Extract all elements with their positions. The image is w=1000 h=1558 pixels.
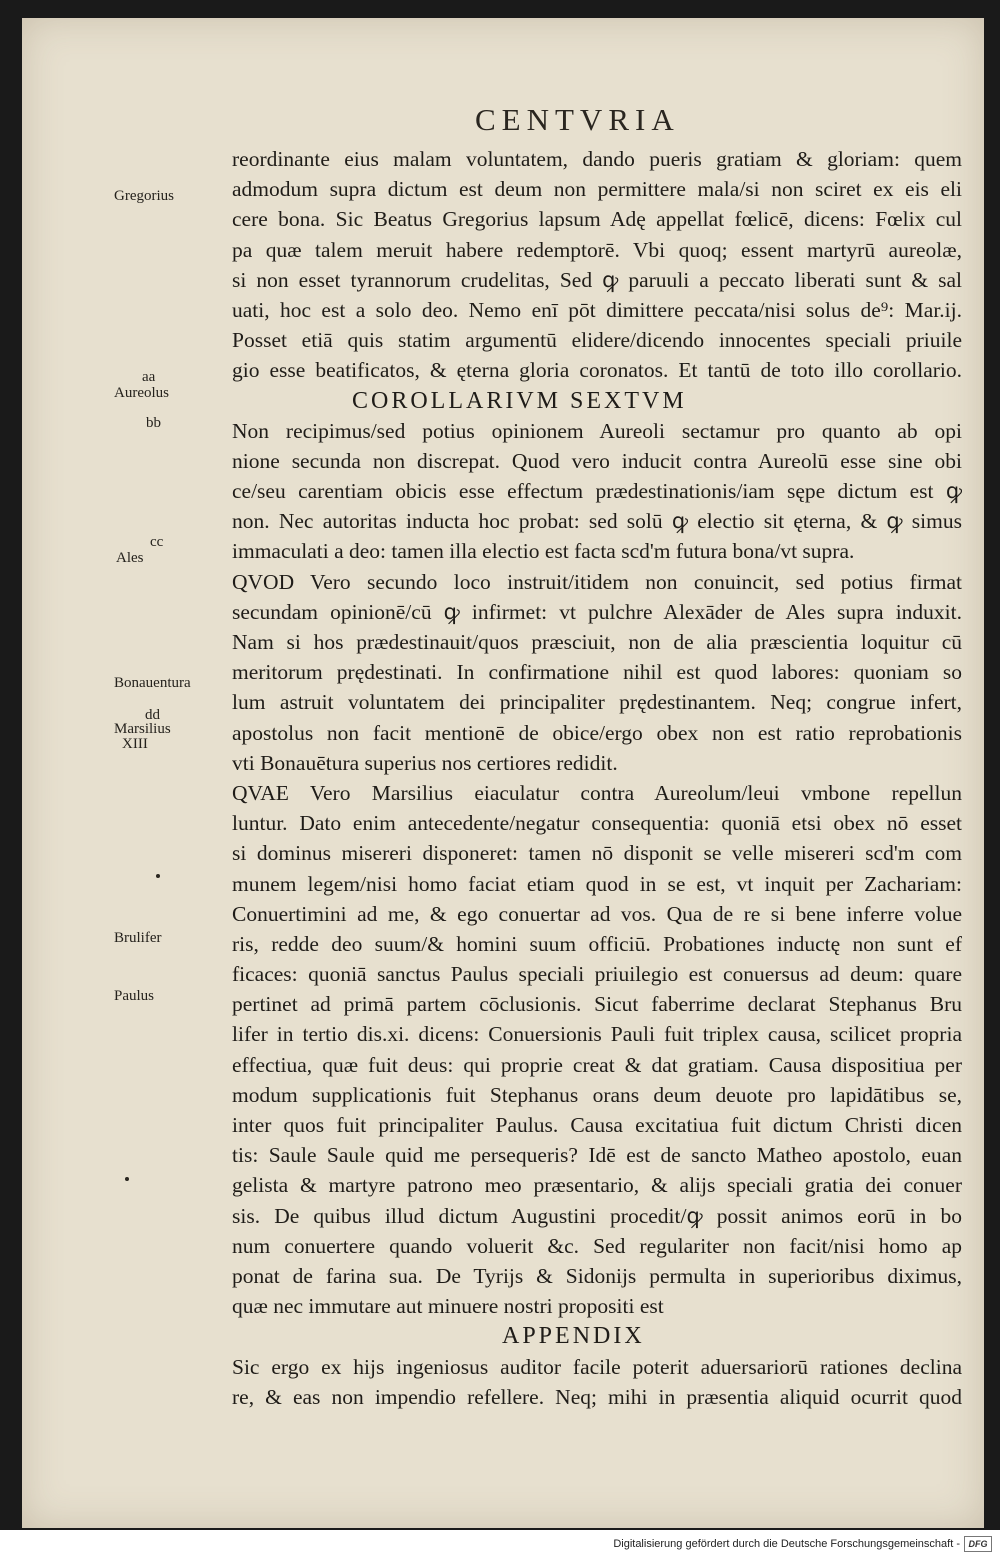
text-line: Conuertimini ad me, & ego conuertar ad vos. Qua de re si bene inferre volue <box>232 901 962 926</box>
text-line: ce/seu carentiam obicis esse effectum prædestinationis/iam sępe dictum est ꝙ <box>232 479 962 504</box>
text-line: ris, redde deo suum/& homini suum officiū. Probationes inductę non sunt ef <box>232 931 962 956</box>
margin-note-gregorius: Gregorius <box>114 188 174 204</box>
margin-note-bonauentura: Bonauentura <box>114 675 191 691</box>
text-line: meritorum prędestinati. In confirmatione nihil est quod labores: quoniam so <box>232 660 962 685</box>
text-line: uati, hoc est a solo deo. Nemo enī pōt dimittere peccata/nisi solus de⁹: Mar.ij. <box>232 297 962 322</box>
text-line: QVAE Vero Marsilius eiaculatur contra Aureolum/leui vmbone repellun <box>232 780 962 805</box>
text-line: nione secunda non discrepat. Quod vero inducit contra Aureolū esse sine obi <box>232 448 962 473</box>
text-line: effectiua, quæ fuit deus: qui proprie creat & dat gratiam. Causa dispositiua per <box>232 1052 962 1077</box>
text-line: gelista & martyre patrono meo præsentario, & alijs speciali gratia dei conuer <box>232 1173 962 1198</box>
margin-dot <box>156 874 160 878</box>
text-line: Non recipimus/sed potius opinionem Aureoli sectamur pro quanto ab opi <box>232 418 962 443</box>
margin-note-brulifer: Brulifer <box>114 930 162 946</box>
text-line: immaculati a deo: tamen illa electio est facta scd'm futura bona/vt supra. <box>232 539 855 564</box>
footer-bar <box>0 1530 1000 1558</box>
margin-note-dd: dd <box>145 707 160 723</box>
text-line: tis: Saule Saule quid me persequeris? Idē est de sancto Matheo apostolo, euan <box>232 1143 962 1168</box>
margin-note-paulus: Paulus <box>114 988 155 1004</box>
text-line: QVOD Vero secundo loco instruit/itidem non conuincit, sed potius firmat <box>232 569 962 594</box>
margin-note-ales: Ales <box>116 550 144 566</box>
margin-note-cc: cc <box>150 534 164 550</box>
margin-note-marsilius: Marsilius <box>114 721 171 737</box>
text-line: pertinet ad primā partem cōclusionis. Sicut faberrime declarat Stephanus Bru <box>232 992 962 1017</box>
running-head: CENTVRIA <box>475 102 680 137</box>
text-line: quæ nec immutare aut minuere nostri propositi est <box>232 1294 664 1319</box>
text-line: cere bona. Sic Beatus Gregorius lapsum Adę appellat fœlicē, dicens: Fœlix cul <box>232 207 962 232</box>
text-line: non. Nec autoritas inducta hoc probat: sed solū ꝙ electio sit ęterna, & ꝙ simus <box>232 509 962 534</box>
text-line: Sic ergo ex hijs ingeniosus auditor facile poterit aduersariorū rationes declina <box>232 1354 962 1379</box>
text-line: ficaces: quoniā sanctus Paulus speciali priuilegio est conuersus ad deum: quare <box>232 962 962 987</box>
margin-dot <box>125 1177 129 1181</box>
text-line: lum astruit voluntatem dei principaliter prędestinantem. Neq; congrue infert, <box>232 690 962 715</box>
section-heading-corollarium: COROLLARIVM SEXTVM <box>352 387 687 414</box>
text-line: apostolus non facit mentionē de obice/ergo obex non est ratio reprobationis <box>232 720 962 745</box>
margin-note-bb: bb <box>146 415 161 431</box>
margin-note-xiii: XIII <box>122 736 148 752</box>
text-line: munem legem/nisi homo faciat etiam quod in se est, vt inquit per Zachariam: <box>232 871 962 896</box>
text-line: luntur. Dato enim antecedente/negatur consequentia: quoniā etsi obex nō esset <box>232 811 962 836</box>
text-line: vti Bonauētura superius nos certiores redidit. <box>232 750 618 775</box>
footer-credit: Digitalisierung gefördert durch die Deutsche Forschungsgemeinschaft - <box>613 1538 960 1550</box>
text-line: Nam si hos prædestinauit/quos præsciuit, non de alia præscientia loquitur cū <box>232 630 962 654</box>
text-line: sis. De quibus illud dictum Augustini procedit/ꝙ possit animos eorū in bo <box>232 1203 962 1228</box>
text-line: reordinante eius malam voluntatem, dando pueris gratiam & gloriam: quem <box>232 147 962 171</box>
text-line: lifer in tertio dis.xi. dicens: Conuersionis Pauli fuit triplex causa, scilicet propria <box>232 1022 962 1047</box>
text-line: ponat de farina sua. De Tyrijs & Sidonijs permulta in superioribus diximus, <box>232 1263 962 1288</box>
text-line: pa quæ talem meruit habere redemptorē. Vbi quoq; essent martyrū aureolæ, <box>232 237 962 262</box>
text-line: si non esset tyrannorum crudelitas, Sed ꝙ paruuli a peccato liberati sunt & sal <box>232 267 962 292</box>
section-heading-appendix: APPENDIX <box>502 1323 645 1350</box>
text-line: gio esse beatificatos, & ęterna gloria coronatos. Et tantū de toto illo corollario. <box>232 358 962 383</box>
text-line: secundam opinionē/cū ꝙ infirmet: vt pulchre Alexāder de Ales supra induxit. <box>232 599 962 624</box>
text-line: si dominus misereri disponeret: tamen nō disponit se velle misereri scd'm com <box>232 841 962 866</box>
margin-note-aureolus: Aureolus <box>114 385 169 401</box>
text-line: inter quos fuit principaliter Paulus. Causa excitatiua fuit dictum Christi dicen <box>232 1113 962 1137</box>
text-line: re, & eas non impendio refellere. Neq; mihi in præsentia aliquid ocurrit quod <box>232 1384 962 1409</box>
text-line: Posset etiā quis statim argumentū elidere/dicendo innocentes speciali priuile <box>232 328 962 353</box>
text-line: modum supplicationis fuit Stephanus orans deum deuote pro lapidātibus se, <box>232 1082 962 1107</box>
margin-note-aa: aa <box>142 369 156 385</box>
text-line: num conuertere quando voluerit &c. Sed regulariter non facit/nisi homo ap <box>232 1233 962 1258</box>
main-text <box>232 144 962 1412</box>
dfg-logo: DFG <box>964 1536 992 1552</box>
text-line: admodum supra dictum est deum non permittere mala/si non sciret ex eis eli <box>232 177 962 202</box>
